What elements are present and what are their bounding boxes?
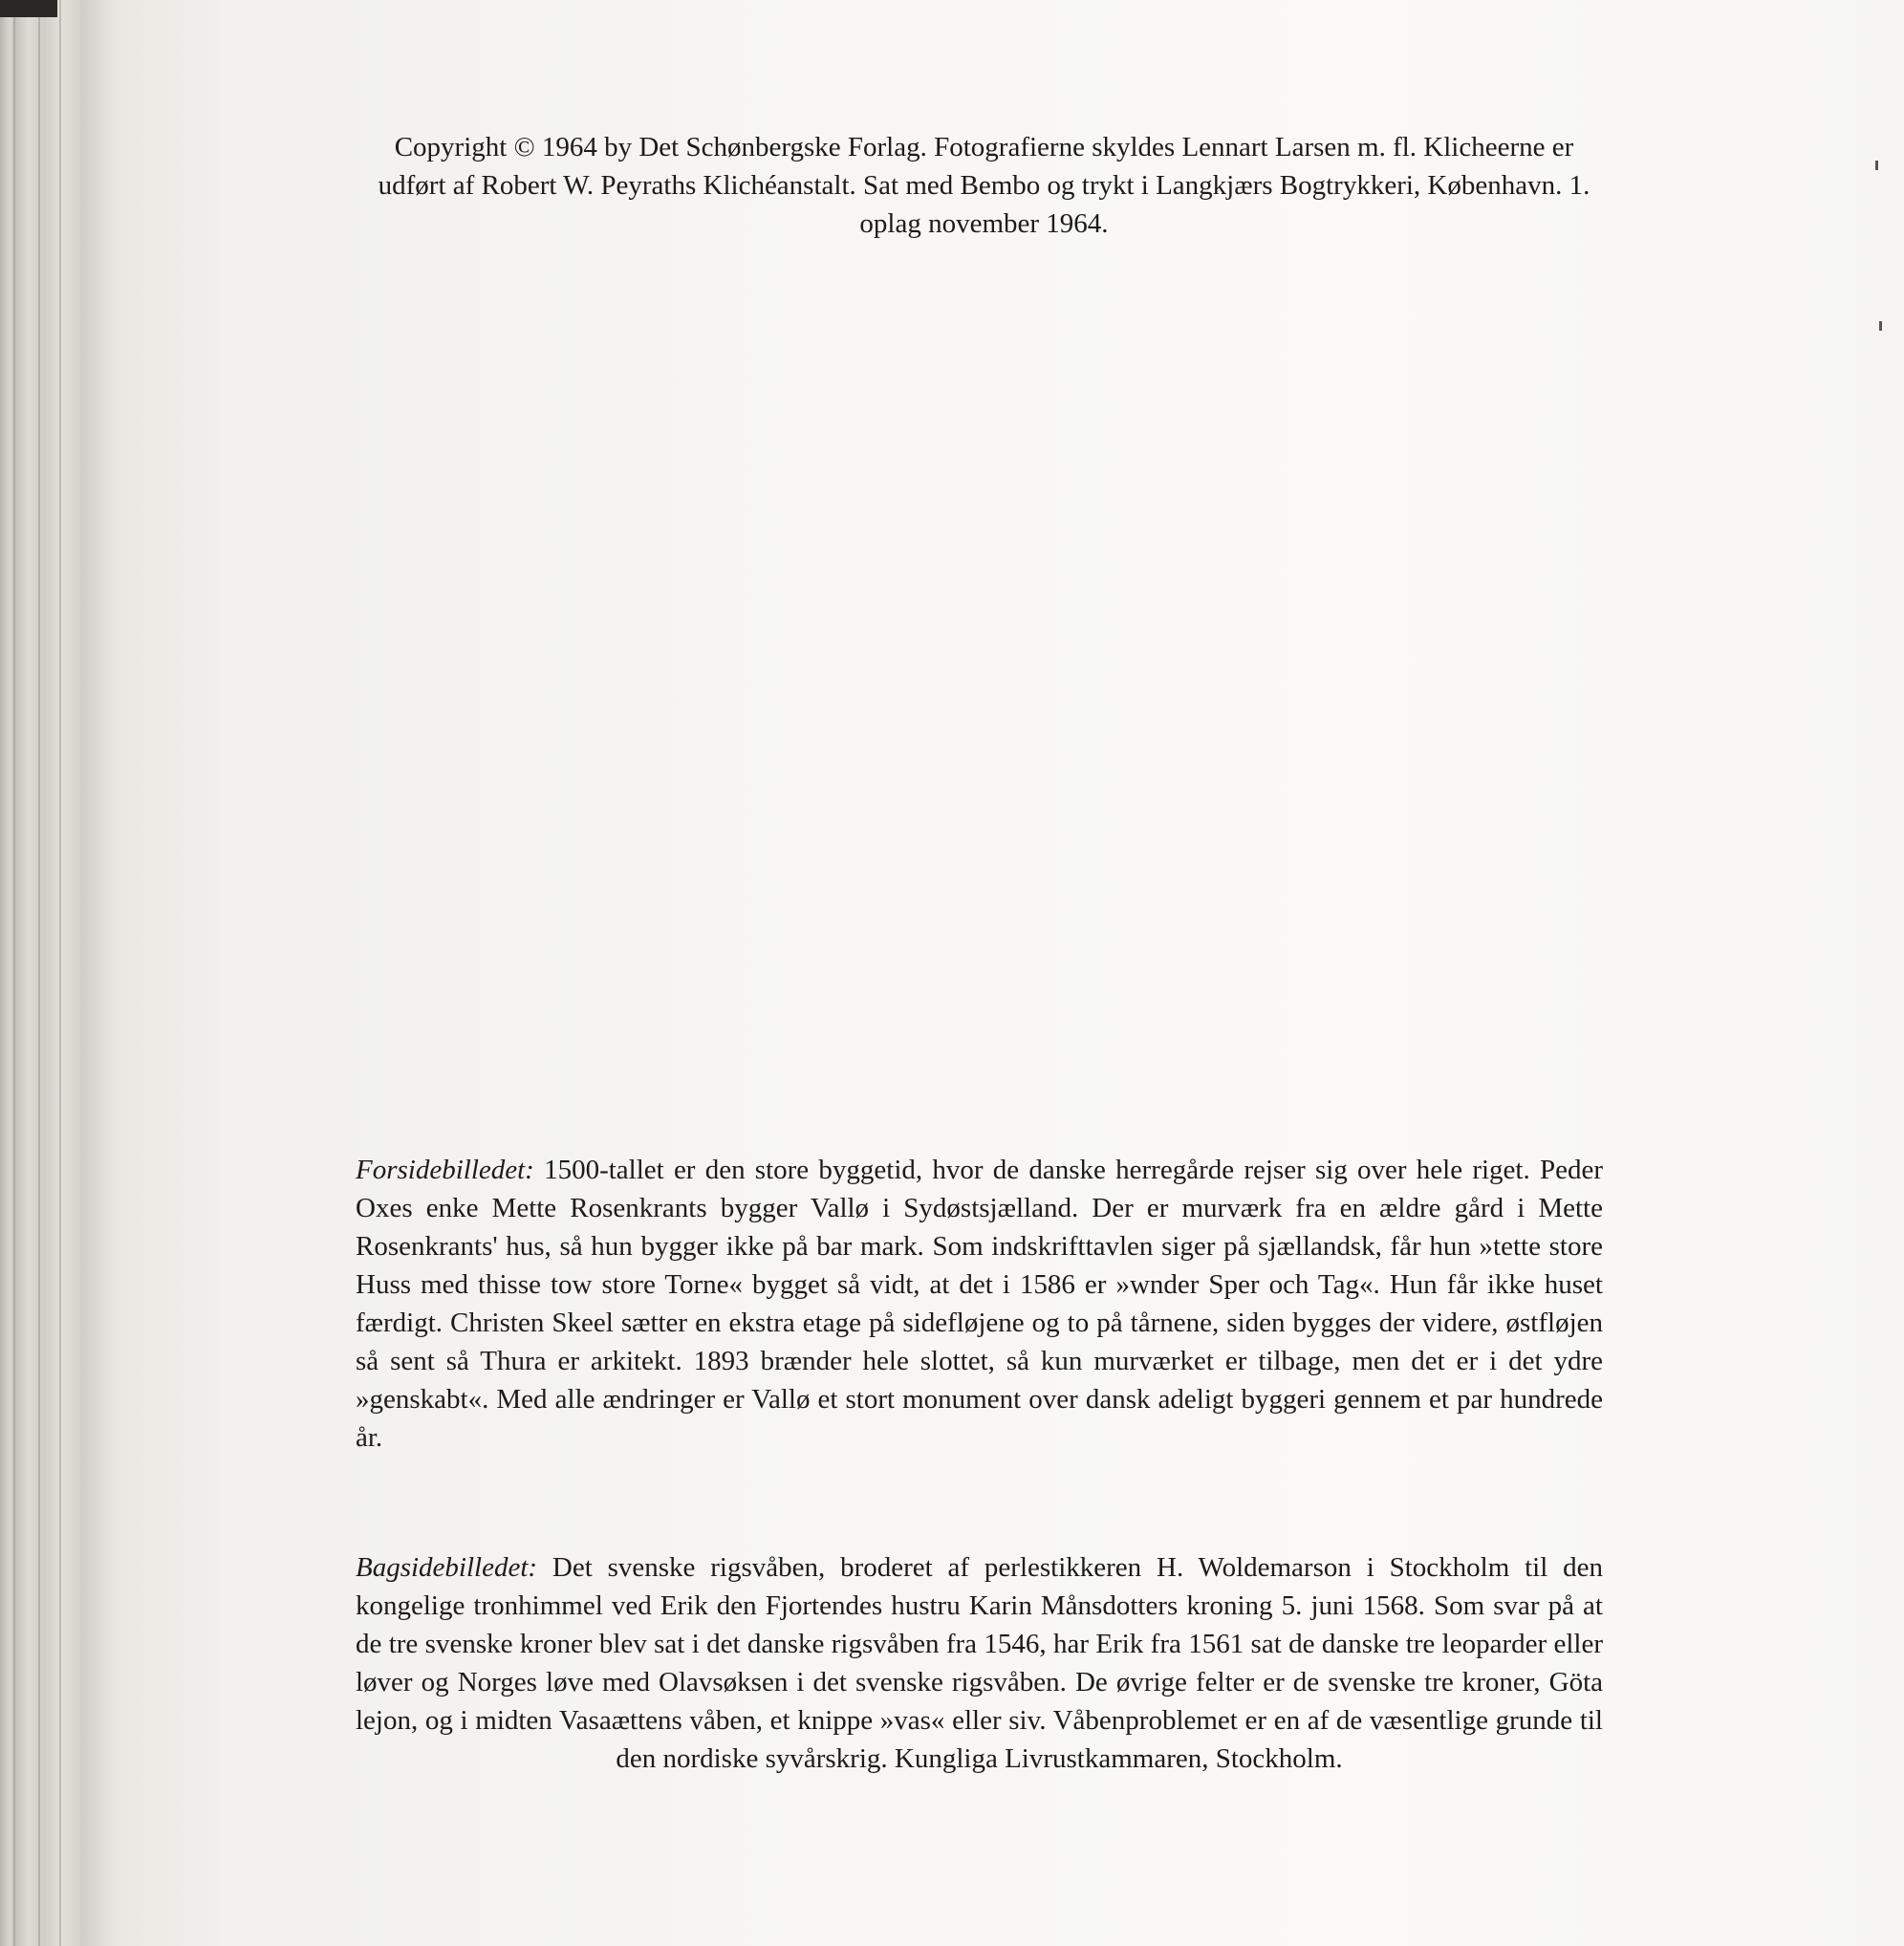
page-edge-line — [13, 0, 15, 1946]
front-caption-lead: Forsidebilledet: — [356, 1155, 534, 1185]
print-speck — [1879, 321, 1882, 331]
front-cover-caption — [356, 1151, 1603, 1457]
corner-mark — [0, 0, 57, 17]
front-caption-body: 1500-tallet er den store byggetid, hvor de danske herregårde rejser sig over hele riget. Peder Oxes enke Mette Rosenkrants bygger Vallø i Sydøstsjælland. Der er murværk fra en ældre gård i Mette Rosenkrants' hus, så hun bygger ikke på bar mark. Som indskrifttavlen siger på sjællandsk, får hun »tette store Huss med thisse tow store Torne« bygget så vidt, at det i 1586 er »wnder Sper och Tag«. Hun får ikke huset færdigt. Christen Skeel sætter en ekstra etage på sidefløjene og to på tårnene, siden bygges der videre, østfløjen så sent så Thura er arkitekt. 1893 brænder hele slottet, så kun murværket er tilbage, men det er i det ydre »genskabt«. Med alle ændringer er Vallø et stort monument over dansk adeligt byggeri gennem et par hundrede år. — [356, 1155, 1603, 1453]
back-caption-body: Det svenske rigsvåben, broderet af perlestikkeren H. Woldemarson i Stockholm til den kongelige tronhimmel ved Erik den Fjortendes hustru Karin Månsdotters kroning 5. juni 1568. Som svar på at de tre svenske kroner blev sat i det danske rigsvåben fra 1546, har Erik fra 1561 sat de danske tre leoparder eller løver og Norges løve med Olavsøksen i det svenske rigsvåben. De øvrige felter er de svenske tre kroner, Göta lejon, og i midten Vasaættens våben, et knippe »vas« eller siv. Våbenproblemet er en af de væsentlige grunde til den nordiske syvårskrig. Kungliga Livrustkammaren, Stockholm. — [356, 1552, 1604, 1774]
book-spine-edge — [0, 0, 80, 1946]
back-cover-caption — [356, 1548, 1603, 1778]
print-speck — [1875, 161, 1878, 170]
back-caption-lead: Bagsidebilledet: — [356, 1552, 538, 1583]
gutter-shadow — [80, 0, 119, 1946]
copyright-notice: Copyright © 1964 by Det Schønbergske Forlag. Fotografierne skyldes Lennart Larsen m. fl. Klicheerne er udført af Robert W. Peyraths Klichéanstalt. Sat med Bembo og trykt i Langkjærs Bogtrykkeri, København. 1. oplag november 1964. — [378, 132, 1590, 239]
page-edge-line — [38, 0, 40, 1946]
page-edge-line — [59, 0, 61, 1946]
